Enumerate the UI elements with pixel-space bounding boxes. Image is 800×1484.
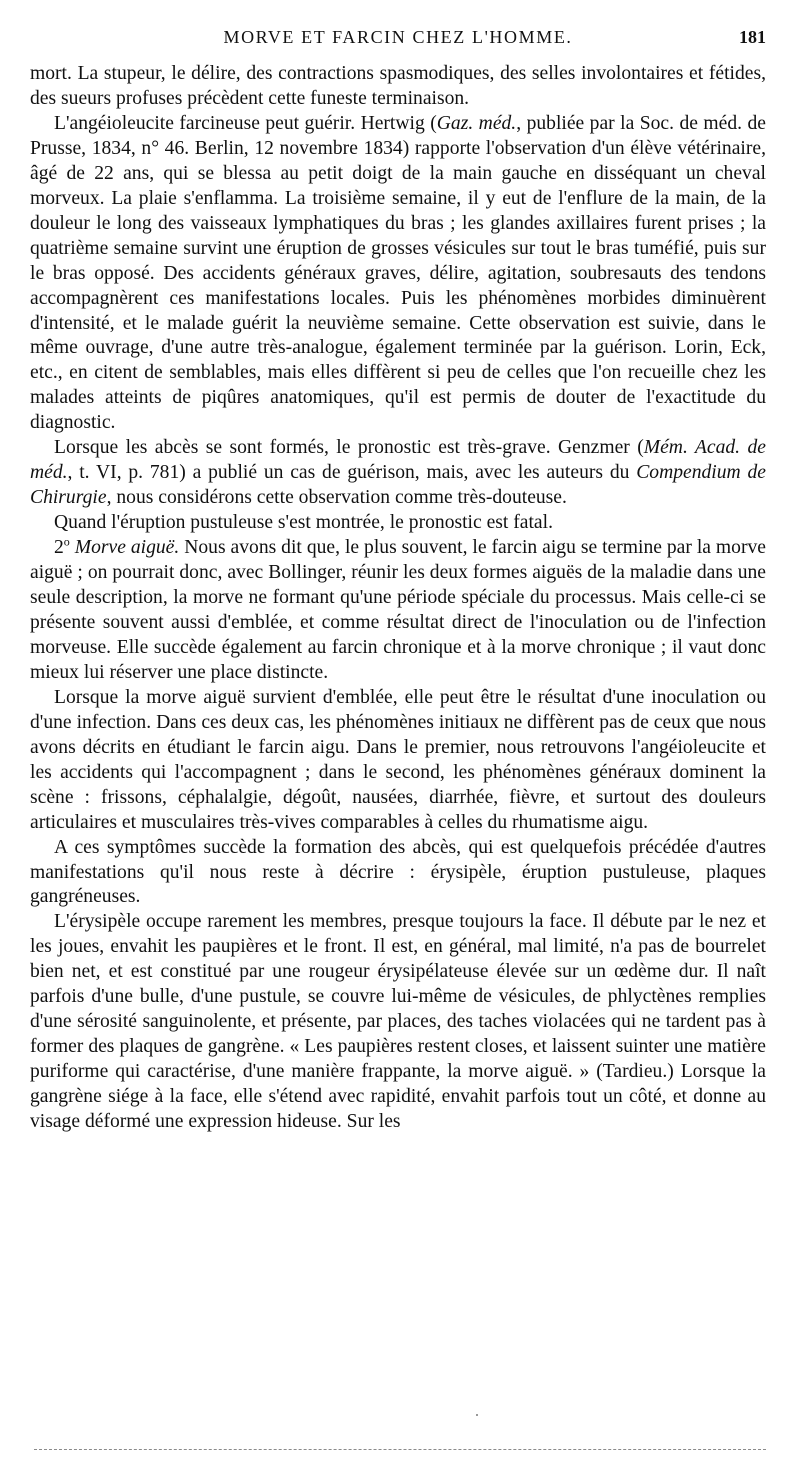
paragraph-text: , nous considérons cette observation comme très-douteuse.	[106, 487, 567, 509]
paragraph-text: Nous avons dit que, le plus souvent, le farcin aigu se termine par la morve aiguë ; on pourrait donc, avec Bollinger, réunir les deux formes aiguës de la maladie dans une seule description, la morve ne formant qu'une période spéciale du processus. Mais celle-ci se présente souvent aussi d'emblée, et comme résultat direct de l'inoculation ou de l'infection morveuse. Elle succède également au farcin chronique et à la morve chronique ; il vaut donc mieux lui réserver une place distincte.	[30, 537, 766, 683]
paragraph-text: A ces symptômes succède la formation des abcès, qui est quelquefois précédée d'autres manifestations qu'il nous reste à décrire : érysipèle, éruption pustuleuse, plaques gangréneuses.	[30, 836, 766, 908]
paragraph-text: L'angéioleucite farcineuse peut guérir. Hertwig (	[54, 112, 437, 134]
paragraph-text: Quand l'éruption pustuleuse s'est montrée, le pronostic est fatal.	[54, 512, 553, 534]
paragraph-text: Lorsque la morve aiguë survient d'emblée, elle peut être le résultat d'une inoculation ou d'une infection. Dans ces deux cas, les phénomènes initiaux ne diffèrent pas de ceux que nous avons décrits en étudiant le farcin aigu. Dans le premier, nous retrouvons l'angéioleucite et les accidents qui l'accompagnent ; dans le second, les phénomènes généraux dominent la scène : frissons, céphalalgie, dégoût, nausées, diarrhée, fièvre, et surtout des douleurs articulaires et musculaires très-vives comparables à celles du rhumatisme aigu.	[30, 686, 766, 833]
book-citation: Compendium de Chirurgie	[30, 462, 766, 509]
paragraph-text: , publiée par la Soc. de méd. de Prusse, 1834, n° 46. Berlin, 12 novembre 1834) rapporte l'observation d'un élève vétérinaire, âgé de 22 ans, qui se blessa au petit doigt de la main gauche en disséquant un cheval morveux. La plaie s'enflamma. La troisième semaine, il y eut de l'enflure de la main, de la douleur le long des vaisseaux lymphatiques du bras ; les glandes axillaires furent prises ; la quatrième semaine survint une éruption de grosses vésicules sur tout le bras tuméfié, puis sur le bras opposé. Des accidents généraux graves, délire, agitation, soubresauts des tendons accompagnèrent ces manifestations locales. Puis les phénomènes morbides diminuèrent d'intensité, et le malade guérit la neuvième semaine. Cette observation est suivie, dans le même ouvrage, d'une autre très-analogue, également terminée par la guérison. Lorin, Eck, etc., en citent de semblables, mais elles diffèrent si peu de celles que l'on recueille chez les malades atteints de piqûres anatomiques, qu'il est permis de douter de l'exactitude du diagnostic.	[30, 112, 766, 434]
stray-mark	[476, 1414, 478, 1416]
section-number-superscript: o	[63, 534, 70, 549]
paragraph-text: L'érysipèle occupe rarement les membres, presque toujours la face. Il débute par le nez et les joues, envahit les paupières et le front. Il est, en général, mal limité, n'a pas de bourrelet bien net, et est constitué par une rougeur érysipélateuse élevée sur un œdème dur. Il naît parfois d'une bulle, d'une pustule, se couvre lui-même de vésicules, de phlyctènes remplies d'une sérosité sanguinolente, et présente, par places, des taches violacées qui ne tardent pas à former des plaques de gangrène. « Les paupières restent closes, et laissent suinter une matière puriforme qui caractérise, d'une manière frappante, la morve aiguë. » (Tardieu.) Lorsque la gangrène siége à la face, elle s'étend avec rapidité, envahit parfois tout un côté, et donne au visage déformé une expression hideuse. Sur les	[30, 911, 766, 1133]
paragraph-angeioleucite	[30, 112, 766, 436]
running-header	[30, 22, 766, 52]
page-body	[30, 62, 766, 1135]
paragraph-text: , t. VI, p. 781) a publié un cas de guérison, mais, avec les auteurs du	[67, 462, 637, 484]
section-morve-aigue	[30, 536, 766, 686]
paragraph-symptomes	[30, 836, 766, 911]
section-heading: Morve aiguë.	[74, 537, 180, 559]
bottom-rule	[34, 1449, 766, 1450]
paragraph-abces	[30, 436, 766, 511]
journal-citation: Gaz. méd.	[436, 112, 517, 134]
paragraph-continuation	[30, 62, 766, 112]
book-page	[30, 22, 766, 1135]
paragraph-emblee	[30, 686, 766, 836]
paragraph-text: mort. La stupeur, le délire, des contractions spasmodiques, des selles involontaires et fétides, des sueurs profuses précèdent cette funeste terminaison.	[30, 63, 766, 109]
page-number: 181	[739, 27, 766, 47]
journal-citation: Mém. Acad. de méd.	[30, 437, 766, 484]
paragraph-text: Lorsque les abcès se sont formés, le pronostic est très-grave. Genzmer (	[54, 437, 644, 459]
paragraph-erysipele	[30, 910, 766, 1135]
section-number: 2	[54, 537, 64, 559]
running-title: MORVE ET FARCIN CHEZ L'HOMME.	[223, 27, 573, 47]
paragraph-pronostic	[30, 511, 766, 536]
